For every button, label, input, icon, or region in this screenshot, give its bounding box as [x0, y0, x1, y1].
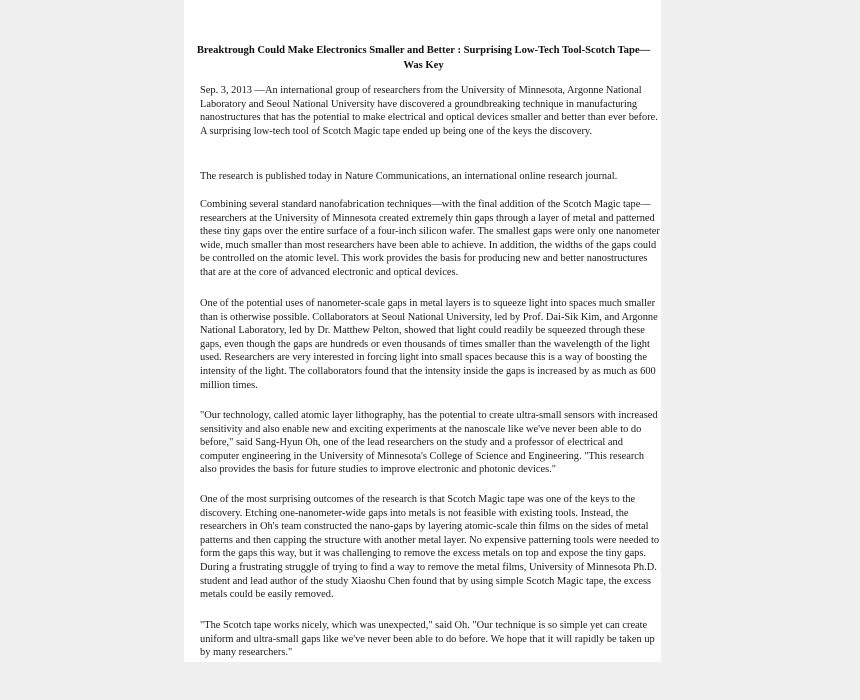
paragraph-publication: The research is published today in Nature Communications, an international online research journal.	[200, 171, 618, 182]
article-title: Breaktrough Could Make Electronics Smaller and Better : Surprising Low-Tech Tool-Scotch Tape—Was Key	[196, 45, 651, 71]
paragraph-technique: Combining several standard nanofabrication techniques—with the final addition of the Scotch Magic tape—researchers at the University of Minnesota created extremely thin gaps through a layer of metal and patterned these tiny gaps over the entire surface of a four-inch silicon wafer. The smallest gaps were only one nanometer wide, much smaller than most researchers have been able to achieve. In addition, the widths of the gaps could be controlled on the atomic level. This work provides the basis for producing new and better nanostructures that are at the core of advanced electronic and optical devices.	[200, 199, 660, 278]
paragraph-scotch-tape: One of the most surprising outcomes of the research is that Scotch Magic tape was one of the keys to the discovery. Etching one-nanometer-wide gaps into metals is not feasible with existing tools. Instead, the researchers in Oh's team constructed the nano-gaps by layering atomic-scale thin films on the sides of metal patterns and then capping the structure with another metal layer. No expensive patterning tools were needed to form the gaps this way, but it was challenging to remove the excess metals on top and expose the tiny gaps. During a frustrating struggle of trying to find a way to remove the metal films, University of Minnesota Ph.D. student and lead author of the study Xiaoshu Chen found that by using simple Scotch Magic tape, the excess metals could be easily removed.	[200, 494, 660, 601]
paragraph-closing-quote: "The Scotch tape works nicely, which was unexpected," said Oh. "Our technique is so simple yet can create uniform and ultra-small gaps like we've never been able to do before. We hope that it will rapidly be taken up by many researchers."	[200, 620, 655, 659]
paragraph-quote-oh: "Our technology, called atomic layer lithography, has the potential to create ultra-small sensors with increased sensitivity and also enable new and exciting experiments at the nanoscale like we've never been able to do before," said Sang-Hyun Oh, one of the lead researchers on the study and a professor of electrical and computer engineering in the University of Minnesota's College of Science and Engineering. "This research also provides the basis for future studies to improve electronic and photonic devices."	[200, 410, 658, 476]
paragraph-intro: Sep. 3, 2013 —An international group of researchers from the University of Minnesota, Argonne National Laboratory and Seoul National University have discovered a groundbreaking technique in manufacturing nanostructures that has the potential to make electrical and optical devices smaller and better than ever before. A surprising low-tech tool of Scotch Magic tape ended up being one of the keys the discovery.	[200, 85, 658, 137]
paragraph-light-squeeze: One of the potential uses of nanometer-scale gaps in metal layers is to squeeze light into spaces much smaller than is otherwise possible. Collaborators at Seoul National University, led by Prof. Dai-Sik Kim, and Argonne National Laboratory, led by Dr. Matthew Pelton, showed that light could readily be squeezed through these gaps, even though the gaps are hundreds or even thousands of times smaller than the wavelength of the light used. Researchers are very interested in forcing light into small spaces because this is a way of boosting the intensity of the light. The collaborators found that the intensity inside the gaps is increased by as much as 600 million times.	[200, 298, 658, 391]
